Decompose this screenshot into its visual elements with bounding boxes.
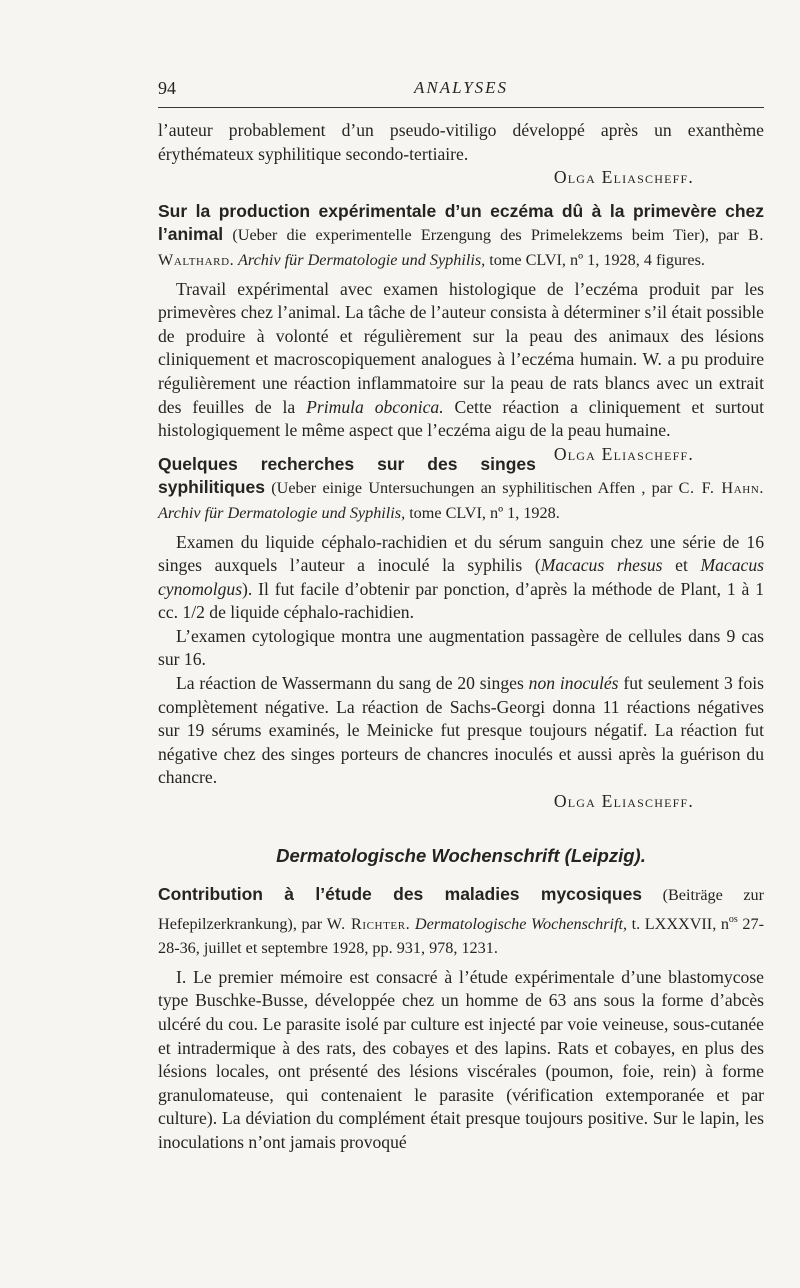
entry-ref-superscript: os — [728, 913, 738, 925]
review-entry — [158, 883, 764, 1154]
italic-term: Macacus rhesus — [540, 555, 663, 576]
page-header — [158, 78, 764, 102]
paragraph-text: La réaction de Wassermann du sang de 20 singes — [176, 673, 529, 694]
italic-term: Macacus cynomolgus — [158, 555, 764, 599]
entry-ref-details: tome CLVI, nº 1, 1928, 4 figures. — [485, 250, 705, 269]
review-entry — [158, 453, 764, 814]
signature: Olga Eliascheff. — [553, 791, 694, 812]
review-entry — [158, 200, 765, 464]
paragraph-text: fut seulement 3 fois complètement négative. La réaction de Sachs-Georgi donna 11 réactions négatives sur 19 sérums examinés, le Meinicke fut presque toujours négatif. La réaction fut négative chez des singes porteurs de chancres inoculés et aussi après la guérison du chancre. — [158, 673, 764, 788]
entry-ref-details: 27-28-36, juillet et septembre 1928, pp. 931, 978, 1231. — [158, 914, 764, 958]
page-number: 94 — [158, 78, 176, 98]
entry-author: B. Walthard. — [158, 226, 764, 269]
journal-section-heading: Dermatologische Wochenschrift (Leipzig). — [276, 844, 646, 866]
entry-title: Quelques recherches sur des singes syphilitiques — [158, 453, 536, 498]
entry-reference — [158, 200, 764, 273]
entry-paragraph: L’examen cytologique montra une augmentation passagère de cellules dans 9 cas sur 16. — [158, 625, 764, 670]
entry-author: W. Richter. — [326, 914, 411, 933]
paragraph-text: Travail expérimental avec examen histologique de l’eczéma produit par les primevères chez l’animal. La tâche de l’auteur consista à déterminer s’il était possible de produire à volonté et régulièrement sur la peau des animaux des lésions cliniquement et macroscopiquement analogues à l’eczéma humain. W. a pu produire régulièrement une réaction inflammatoire sur la peau de rats blancs avec un extrait des feuilles de la — [158, 278, 764, 417]
running-title: ANALYSES — [413, 78, 509, 97]
entry-journal: Archiv für Dermatologie und Syphilis, — [158, 503, 406, 522]
entry-ref-text: (Ueber die experimentelle Erzengung des Primelekzems beim Tier), par — [223, 226, 748, 245]
paragraph-text: et — [662, 555, 701, 576]
entry-ref-details: tome CLVI, nº 1, 1928. — [405, 503, 560, 522]
entry-paragraph — [158, 278, 765, 464]
entry-title: Contribution à l’étude des maladies mycosiques — [158, 884, 643, 905]
entry-journal: Archiv für Dermatologie und Syphilis, — [234, 250, 486, 269]
page-body — [158, 119, 764, 1155]
entry-paragraph: I. Le premier mémoire est consacré à l’étude expérimentale d’une blastomycose type Buschke-Busse, développée chez un homme de 63 ans sous la forme d’abcès ulcéré du cou. Le parasite isolé par culture est injecté par voie veineuse, sous-cutanée et intradermique à des rats, des cobayes et des lapins. Rats et cobayes, en plus des lésions locales, ont présenté des lésions viscérales (poumon, foie, rein) à forme granulomateuse, qui contenaient le parasite (vérification extemporanée et par culture). La déviation du complément était presque toujours positive. Sur le lapin, les inoculations n’ont jamais provoqué — [158, 966, 764, 1153]
header-rule — [158, 107, 764, 108]
entry-ref-text: (Beiträge zur Hefepilzerkrankung), par — [158, 886, 764, 933]
entry-journal: Dermatologische Wochenschrift, — [410, 914, 628, 933]
entry-reference — [158, 883, 764, 961]
entry-author: C. F. Hahn. — [678, 479, 765, 498]
entry-paragraph — [158, 531, 764, 625]
italic-term: Primula obconica. — [306, 396, 444, 417]
signature: Olga Eliascheff. — [553, 443, 694, 464]
entry-title: Sur la production expérimentale d’un eczéma dû à la primevère chez l’animal — [158, 200, 764, 245]
entry-ref-text: (Ueber einige Untersuchungen an syphilitischen Affen , par — [264, 479, 679, 498]
paragraph-text: ). Il fut facile d’obtenir par ponction, d’après la méthode de Plant, 1 à 1 cc. 1/2 de liquide céphalo-rachidien. — [158, 578, 764, 623]
entry-paragraph — [158, 672, 764, 790]
continued-paragraph: l’auteur probablement d’un pseudo-vitiligo développé après un exanthème érythémateux syphilitique secondo-tertiaire. — [158, 120, 764, 164]
paragraph-text: Cette réaction a cliniquement et surtout histologiquement le même aspect que l’eczéma aigu de la peau humaine. — [158, 396, 765, 441]
paragraph-text: Examen du liquide céphalo-rachidien et du sérum sanguin chez une série de 16 singes auxquels l’auteur a inoculé la syphilis ( — [158, 531, 764, 576]
italic-term: non inoculés — [528, 673, 619, 694]
signature: Olga Eliascheff. — [553, 167, 694, 188]
entry-ref-details: t. LXXXVII, n — [627, 914, 729, 933]
